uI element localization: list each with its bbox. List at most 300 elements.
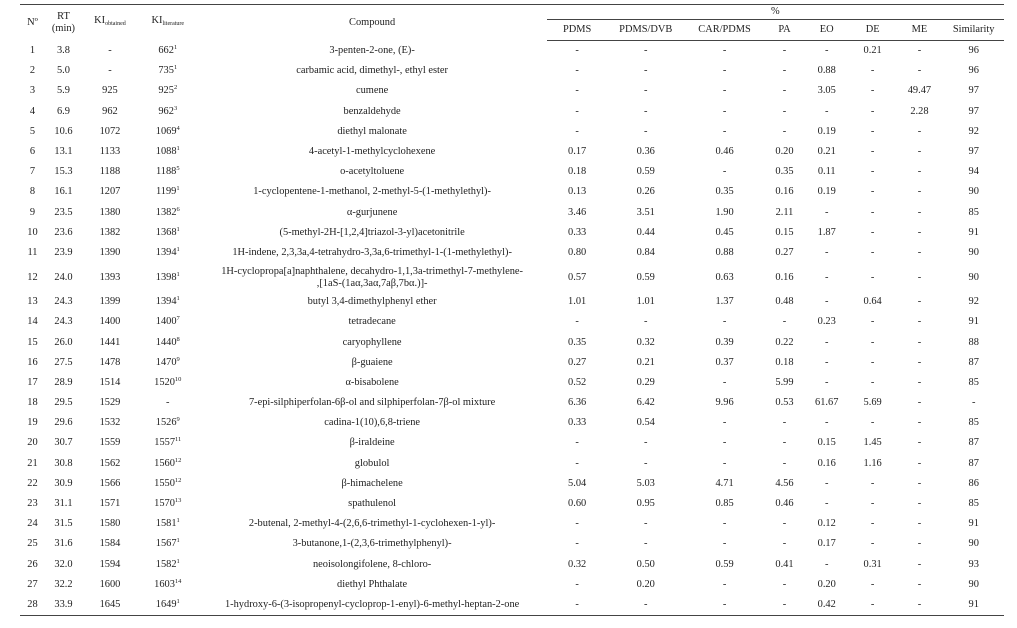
cell-ki-obtained: 1562: [99, 457, 121, 469]
cell-ki-literature: [138, 555, 198, 575]
cell-de: -: [870, 316, 875, 328]
table-row: [20, 494, 1004, 514]
cell-similarity: 91: [968, 316, 979, 328]
cell-de: -: [870, 186, 875, 198]
cell-rt: 28.9: [54, 376, 73, 388]
reference-superscript: 1: [176, 597, 180, 605]
cell-me: -: [917, 226, 922, 238]
cell-de: -: [870, 65, 875, 77]
table-row: [20, 61, 1004, 81]
compound-name: β-guaiene: [351, 356, 393, 368]
cell-me: -: [917, 558, 922, 570]
compound-name: neoisolongifolene, 8-chloro-: [312, 558, 432, 570]
reference-superscript: 9: [176, 416, 180, 424]
cell-pdms-dvb: 5.03: [636, 477, 655, 489]
cell-car-pdms: 0.46: [715, 146, 734, 158]
col-header-similarity: Similarity: [943, 20, 1004, 41]
cell-pdms: 0.32: [568, 558, 587, 570]
compound-name: α-gurjunene: [346, 206, 398, 218]
cell-similarity: 93: [968, 558, 979, 570]
cell-pdms: -: [575, 316, 579, 328]
cell-rt: 30.9: [54, 477, 73, 489]
cell-pa: -: [782, 45, 787, 57]
cell-de: -: [870, 336, 875, 348]
cell-rt: 32.2: [54, 578, 73, 590]
cell-rt: 6.9: [56, 105, 70, 117]
cell-pa: 0.27: [775, 246, 794, 258]
cell-me: -: [917, 166, 922, 178]
reference-superscript: 2: [173, 84, 178, 92]
cell-rt: 24.0: [54, 271, 73, 283]
cell-ki-obtained: 1559: [99, 437, 121, 449]
col-header-pa: PA: [765, 20, 803, 41]
cell-ki-obtained: 1382: [99, 226, 121, 238]
reference-superscript: 14: [174, 577, 182, 585]
table-row: [20, 142, 1004, 162]
cell-ki-literature: [138, 534, 198, 554]
cell-no: 13: [27, 296, 38, 308]
cell-ki-literature: [138, 223, 198, 243]
cell-compound: [198, 122, 547, 142]
cell-eo: -: [825, 356, 829, 368]
cell-compound: [198, 292, 547, 312]
cell-compound: [198, 162, 547, 182]
cell-pa: 0.46: [775, 498, 794, 510]
cell-compound: [198, 555, 547, 575]
cell-pdms-dvb: -: [644, 457, 648, 469]
table-row: [20, 514, 1004, 534]
cell-pdms-dvb: -: [644, 105, 648, 117]
cell-pdms: 0.52: [568, 376, 587, 388]
col-header-no: Nº: [20, 5, 45, 41]
compound-name: caryophyllene: [342, 336, 402, 348]
cell-car-pdms: 0.88: [715, 246, 734, 258]
cell-me: -: [917, 45, 922, 57]
cell-me: -: [917, 356, 922, 368]
compound-name: α-bisabolene: [345, 376, 399, 388]
cell-pa: 2.11: [775, 206, 794, 218]
cell-pdms: 0.27: [568, 356, 587, 368]
cell-no: 23: [27, 498, 38, 510]
cell-rt: 29.5: [54, 397, 73, 409]
ki-literature-value: 1088: [155, 146, 177, 158]
cell-ki-literature: [138, 162, 198, 182]
reference-superscript: 10: [174, 375, 182, 383]
cell-eo: -: [825, 498, 829, 510]
cell-car-pdms: 1.37: [715, 296, 734, 308]
cell-pdms-dvb: -: [644, 65, 648, 77]
cell-eo: 1.87: [817, 226, 836, 238]
cell-ki-literature: [138, 182, 198, 202]
cell-rt: 16.1: [54, 186, 73, 198]
table-row: [20, 203, 1004, 223]
cell-eo: -: [825, 296, 829, 308]
cell-pa: 0.48: [775, 296, 794, 308]
cell-car-pdms: -: [722, 518, 727, 530]
cell-car-pdms: 0.85: [715, 498, 734, 510]
cell-no: 28: [20, 595, 45, 616]
cell-no: 19: [27, 417, 38, 429]
col-header-pdms-dvb: PDMS/DVB: [608, 20, 684, 41]
cell-car-pdms: -: [722, 437, 727, 449]
ki-literature-value: 662: [158, 44, 174, 56]
reference-superscript: 1: [176, 557, 180, 565]
cell-rt: 32.0: [54, 558, 73, 570]
compound-name: cadina-1(10),6,8-triene: [324, 417, 420, 429]
reference-superscript: 4: [176, 124, 180, 132]
reference-superscript: 11: [175, 436, 182, 444]
cell-compound: [198, 332, 547, 352]
cell-car-pdms: -: [722, 417, 727, 429]
cell-similarity: 91: [968, 518, 979, 530]
reference-superscript: 9: [176, 355, 180, 363]
cell-no: 2: [29, 65, 36, 77]
cell-car-pdms: -: [722, 538, 727, 550]
cell-no: 4: [29, 105, 36, 117]
cell-pdms-dvb: 6.42: [636, 397, 655, 409]
cell-similarity: 85: [968, 376, 979, 388]
cell-eo: -: [825, 271, 829, 283]
cell-rt: 23.5: [54, 206, 73, 218]
cell-eo: -: [825, 206, 829, 218]
table-row: [20, 595, 1004, 616]
cell-no: 18: [27, 397, 38, 409]
cell-no: 20: [27, 437, 38, 449]
cell-ki-literature: [138, 393, 198, 413]
cell-pdms: 0.33: [568, 226, 587, 238]
cell-pdms-dvb: 0.32: [636, 336, 655, 348]
cell-similarity: 92: [968, 125, 979, 137]
ki-literature-value: 1470: [155, 356, 177, 368]
cell-me: -: [917, 65, 922, 77]
cell-compound: [198, 595, 547, 616]
cell-ki-obtained: 1529: [99, 397, 121, 409]
compound-name: o-acetyltoluene: [340, 166, 405, 178]
cell-eo: 61.67: [815, 397, 839, 409]
cell-eo: 0.12: [817, 518, 836, 530]
cell-ki-literature: [138, 413, 198, 433]
reference-superscript: 1: [176, 295, 180, 303]
cell-rt: 31.1: [54, 498, 73, 510]
col-header-rt: RT (min): [45, 5, 82, 41]
ki-literature-value: 1199: [155, 186, 177, 198]
table-row: [20, 182, 1004, 202]
cell-car-pdms: -: [684, 595, 766, 616]
cell-no: 15: [27, 336, 38, 348]
reference-superscript: 1: [173, 43, 178, 51]
reference-superscript: 6: [176, 205, 180, 213]
cell-pdms-dvb: 0.44: [636, 226, 655, 238]
cell-de: -: [870, 578, 875, 590]
cell-pa: -: [782, 417, 787, 429]
table-row: [20, 332, 1004, 352]
cell-compound: [198, 203, 547, 223]
table-row: [20, 353, 1004, 373]
ki-literature-value: 1368: [155, 226, 177, 238]
cell-me: 2.28: [910, 105, 929, 117]
cell-no: 16: [27, 356, 38, 368]
cell-no: 1: [29, 44, 36, 56]
compound-name: 2-butenal, 2-methyl-4-(2,6,6-trimethyl-1-cyclohexen-1-yl)-: [248, 518, 496, 530]
ki-literature-value: 1560: [154, 457, 175, 469]
reference-superscript: 3: [173, 104, 178, 112]
cell-rt: 13.1: [54, 146, 73, 158]
cell-similarity: 85: [968, 206, 979, 218]
cell-me: -: [917, 538, 922, 550]
col-header-pdms: PDMS: [547, 20, 608, 41]
cell-pa: 0.53: [775, 397, 794, 409]
cell-similarity: 91: [968, 226, 979, 238]
col-header-percent: %: [547, 5, 1004, 20]
cell-no: 14: [27, 316, 38, 328]
cell-compound: [198, 353, 547, 373]
cell-pdms: -: [575, 518, 579, 530]
cell-no: 3: [29, 85, 36, 97]
cell-rt: 33.9: [45, 595, 82, 616]
cell-me: -: [917, 376, 922, 388]
cell-ki-literature: [138, 203, 198, 223]
ki-literature-value: 1557: [154, 437, 176, 449]
col-header-eo: EO: [804, 20, 850, 41]
ki-literature-value: 1582: [155, 558, 177, 570]
cell-me: -: [917, 457, 922, 469]
table-row: [20, 575, 1004, 595]
cell-no: 8: [29, 186, 36, 198]
cell-similarity: 85: [968, 417, 979, 429]
cell-rt: 30.8: [54, 457, 73, 469]
cell-pa: 0.15: [775, 226, 794, 238]
cell-ki-obtained: 925: [102, 85, 118, 97]
cell-pa: 0.35: [775, 166, 794, 178]
cell-me: -: [917, 518, 922, 530]
cell-ki-obtained: -: [108, 65, 112, 77]
cell-ki-obtained: 1133: [99, 146, 121, 158]
cell-pdms: -: [575, 538, 579, 550]
cell-no: 21: [27, 457, 38, 469]
ki-literature-value: 1394: [155, 296, 177, 308]
cell-ki-obtained: 1584: [99, 538, 121, 550]
cell-eo: -: [825, 477, 829, 489]
cell-ki-obtained: 1566: [99, 477, 121, 489]
cell-ki-obtained: 1478: [99, 356, 121, 368]
ki-literature-value: 1069: [155, 125, 177, 137]
compound-name: spathulenol: [348, 498, 397, 510]
cell-car-pdms: -: [722, 376, 727, 388]
cell-me: -: [917, 146, 922, 158]
cell-pdms-dvb: 0.20: [636, 578, 655, 590]
reference-superscript: 1: [176, 270, 180, 278]
cell-pdms-dvb: -: [608, 595, 684, 616]
cell-ki-literature: [138, 263, 198, 292]
col-header-compound: Compound: [198, 5, 547, 41]
cell-eo: -: [825, 105, 829, 117]
cell-pdms: 0.57: [568, 271, 587, 283]
cell-rt: 5.9: [56, 85, 70, 97]
cell-eo: 0.42: [804, 595, 850, 616]
cell-ki-obtained: 1072: [99, 125, 121, 137]
cell-ki-obtained: 1390: [99, 246, 121, 258]
cell-eo: 0.20: [817, 578, 836, 590]
compound-name: carbamic acid, dimethyl-, ethyl ester: [296, 65, 448, 77]
cell-pdms: 0.17: [568, 146, 587, 158]
cell-ki-literature: [138, 243, 198, 263]
cell-pdms-dvb: -: [644, 518, 648, 530]
ki-literature-value: -: [166, 397, 170, 409]
table-row: [20, 413, 1004, 433]
reference-superscript: 1: [173, 64, 178, 72]
table-row: [20, 373, 1004, 393]
cell-pa: 0.20: [775, 146, 794, 158]
cell-eo: -: [825, 417, 829, 429]
cell-me: -: [917, 477, 922, 489]
cell-ki-obtained: 1399: [99, 296, 121, 308]
cell-pdms: 0.33: [568, 417, 587, 429]
cell-ki-literature: [138, 353, 198, 373]
cell-compound: [198, 575, 547, 595]
cell-compound: [198, 243, 547, 263]
ki-literature-value: 1567: [155, 538, 177, 550]
cell-pdms: 0.60: [568, 498, 587, 510]
cell-pdms-dvb: 0.59: [636, 166, 655, 178]
ki-literature-value: 1550: [154, 477, 175, 489]
cell-car-pdms: 1.90: [715, 206, 734, 218]
cell-pdms: 1.01: [568, 296, 587, 308]
reference-superscript: 1: [176, 537, 180, 545]
cell-de: -: [870, 246, 875, 258]
compound-name: benzaldehyde: [343, 105, 401, 117]
cell-me: 49.47: [907, 85, 932, 97]
cell-me: -: [917, 498, 922, 510]
cell-de: -: [870, 376, 875, 388]
ki-literature-value: 1188: [155, 166, 177, 178]
ki-literature-value: 735: [158, 65, 174, 77]
ki-literature-value: 1603: [154, 578, 175, 590]
table-body: [20, 41, 1004, 616]
table-row: [20, 312, 1004, 332]
table-row: [20, 555, 1004, 575]
cell-compound: [198, 182, 547, 202]
cell-compound: [198, 514, 547, 534]
cell-me: -: [917, 296, 922, 308]
cell-ki-literature: [138, 595, 198, 616]
cell-de: 1.45: [863, 437, 882, 449]
cell-similarity: 97: [968, 146, 979, 158]
cell-ki-literature: [138, 102, 198, 122]
cell-de: -: [870, 85, 875, 97]
cell-pdms-dvb: 0.95: [636, 498, 655, 510]
cell-ki-literature: [138, 373, 198, 393]
cell-compound: [198, 373, 547, 393]
cell-similarity: 85: [968, 498, 979, 510]
reference-superscript: 1: [176, 145, 180, 153]
cell-ki-obtained: 1514: [99, 376, 121, 388]
cell-similarity: 90: [968, 538, 979, 550]
cell-ki-obtained: 1532: [99, 417, 121, 429]
cell-compound: [198, 433, 547, 453]
cell-me: -: [917, 417, 922, 429]
cell-ki-literature: [138, 494, 198, 514]
cell-de: -: [870, 477, 875, 489]
cell-pa: 0.41: [775, 558, 794, 570]
cell-compound: [198, 61, 547, 81]
cell-eo: 0.19: [817, 186, 836, 198]
cell-rt: 27.5: [54, 356, 73, 368]
cell-pa: -: [782, 65, 787, 77]
ki-literature-value: 1398: [155, 271, 177, 283]
cell-car-pdms: -: [722, 105, 727, 117]
cell-pdms-dvb: -: [644, 538, 648, 550]
cell-eo: 0.16: [817, 457, 836, 469]
cell-de: -: [870, 166, 875, 178]
col-header-car-pdms: CAR/PDMS: [684, 20, 766, 41]
cell-no: 25: [27, 538, 38, 550]
cell-pa: -: [765, 595, 803, 616]
cell-pdms: 0.35: [568, 336, 587, 348]
table-row: [20, 393, 1004, 413]
cell-eo: -: [825, 376, 829, 388]
cell-similarity: -: [971, 397, 976, 409]
cell-pa: -: [782, 457, 787, 469]
cell-pa: 5.99: [775, 376, 794, 388]
cell-similarity: 87: [968, 437, 979, 449]
cell-me: -: [917, 186, 922, 198]
cell-eo: -: [825, 336, 829, 348]
cell-ki-obtained: 1400: [99, 316, 121, 328]
ki-literature-value: 1520: [154, 376, 175, 388]
col-header-de: DE: [850, 20, 896, 41]
cell-pa: 0.22: [775, 336, 794, 348]
cell-car-pdms: -: [722, 316, 727, 328]
cell-no: 7: [29, 166, 36, 178]
cell-eo: 3.05: [817, 85, 836, 97]
cell-ki-obtained: 1645: [82, 595, 138, 616]
compound-name: butyl 3,4-dimethylphenyl ether: [307, 296, 437, 308]
cell-rt: 24.3: [54, 316, 73, 328]
cell-compound: [198, 41, 547, 62]
cell-pa: -: [782, 538, 787, 550]
ki-literature-value: 1394: [155, 246, 177, 258]
cell-de: -: [870, 226, 875, 238]
cell-no: 22: [27, 477, 38, 489]
cell-pdms: 5.04: [568, 477, 587, 489]
cell-de: -: [870, 518, 875, 530]
cell-similarity: 90: [968, 186, 979, 198]
cell-eo: -: [825, 558, 829, 570]
cell-compound: [198, 393, 547, 413]
cell-similarity: 94: [968, 166, 979, 178]
cell-pdms-dvb: 0.26: [636, 186, 655, 198]
cell-ki-obtained: 1393: [99, 271, 121, 283]
cell-compound: [198, 102, 547, 122]
reference-superscript: 13: [174, 497, 182, 505]
cell-eo: -: [825, 246, 829, 258]
cell-ki-obtained: 1441: [99, 336, 121, 348]
cell-car-pdms: -: [722, 578, 727, 590]
cell-me: -: [917, 246, 922, 258]
cell-pdms: 0.80: [568, 246, 587, 258]
col-header-me: ME: [895, 20, 943, 41]
cell-compound: [198, 81, 547, 101]
compound-name: 1-cyclopentene-1-methanol, 2-methyl-5-(1-methylethyl)-: [253, 186, 491, 198]
cell-rt: 15.3: [54, 166, 73, 178]
cell-me: -: [917, 125, 922, 137]
reference-superscript: 1: [176, 517, 180, 525]
cell-compound: [198, 223, 547, 243]
cell-pa: 0.16: [775, 186, 794, 198]
table-row: [20, 162, 1004, 182]
cell-pa: 0.16: [775, 271, 794, 283]
cell-de: -: [870, 105, 875, 117]
